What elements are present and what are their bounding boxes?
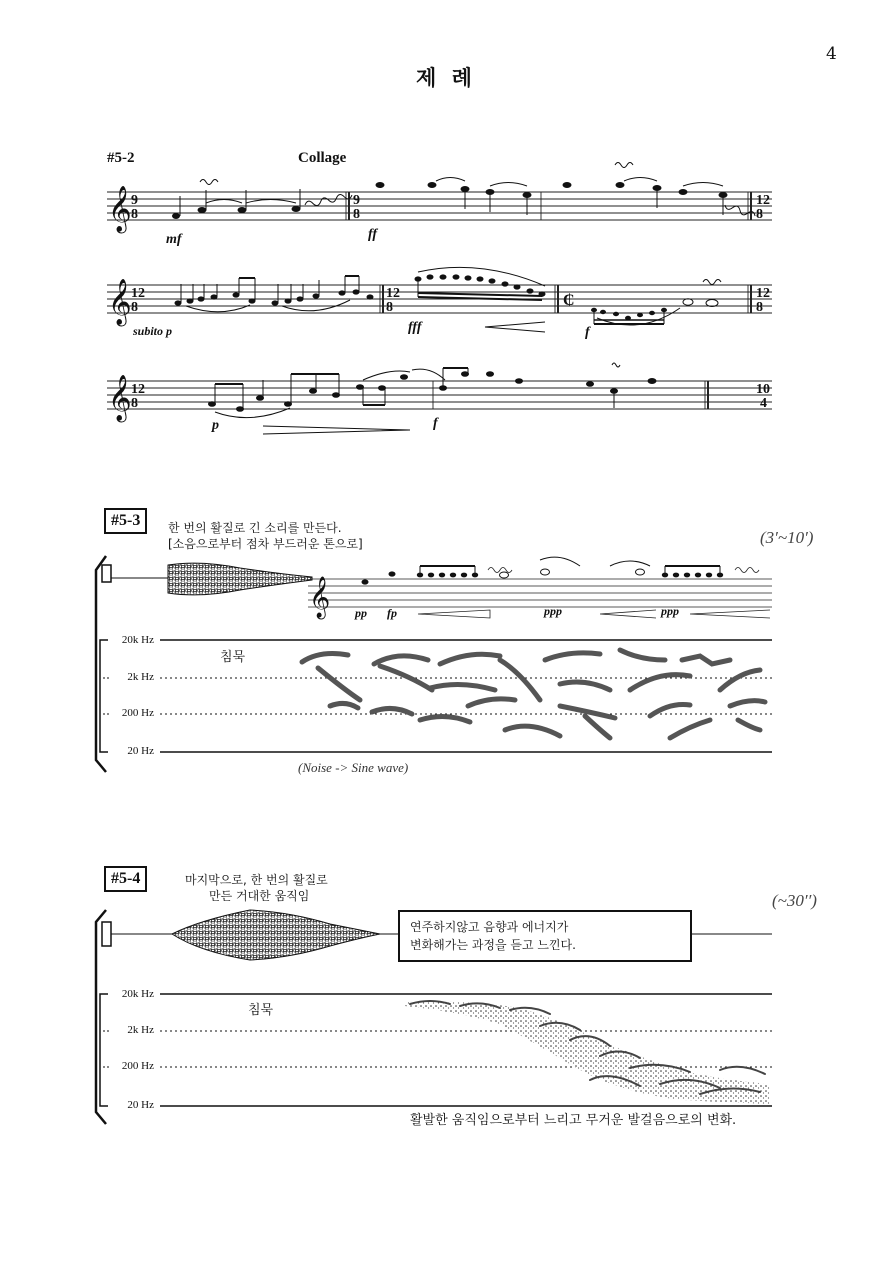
treble-clef-3: 𝄞 <box>108 375 132 421</box>
svg-text:12: 12 <box>131 286 145 301</box>
freq-label-20k: 20k Hz <box>121 988 154 1000</box>
svg-text:8: 8 <box>131 396 138 411</box>
svg-text:12: 12 <box>131 382 145 397</box>
dynamic-f-2: f <box>433 416 438 431</box>
svg-text:₵: ₵ <box>563 292 575 309</box>
dynamic-p: p <box>212 418 219 433</box>
freq-label-2k: 2k Hz <box>127 1024 154 1036</box>
svg-text:𝄞: 𝄞 <box>309 577 331 618</box>
svg-text:12: 12 <box>756 286 770 301</box>
section-5-3-label: #5-3 <box>104 508 147 534</box>
description-line-1: 한 번의 활질로 긴 소리를 만든다. <box>168 521 342 535</box>
dynamic-fff: fff <box>408 320 422 335</box>
freq-label-20: 20 Hz <box>127 1099 154 1111</box>
instruction-line-2: 변화해가는 과정을 듣고 느낀다. <box>410 938 576 952</box>
svg-text:8: 8 <box>386 300 393 315</box>
dynamic-ppp-2: ppp <box>661 604 679 618</box>
tempo-marking: Collage <box>298 150 347 166</box>
section-5-4-description <box>185 872 328 904</box>
svg-text:4: 4 <box>760 396 767 411</box>
svg-text:10: 10 <box>756 382 770 397</box>
description-line-2: 만든 거대한 움직임 <box>209 889 310 903</box>
freq-label-2k: 2k Hz <box>127 671 154 683</box>
duration-5-3: (3′~10′) <box>760 528 814 547</box>
silence-label: 침묵 <box>248 1003 274 1018</box>
instruction-line-1: 연주하지않고 음향과 에너지가 <box>410 920 569 934</box>
duration-5-4: (~30′′) <box>772 891 817 910</box>
silence-label: 침묵 <box>220 650 246 665</box>
freq-label-200: 200 Hz <box>121 1060 154 1072</box>
description-line-2: [소음으로부터 점차 부드러운 톤으로] <box>168 537 363 551</box>
freq-label-20k: 20k Hz <box>121 634 154 646</box>
caption-5-4: 활발한 움직임으로부터 느리고 무거운 발걸음으로의 변화. <box>410 1113 737 1128</box>
dynamic-pp: pp <box>355 606 367 620</box>
dynamic-ff: ff <box>368 227 378 242</box>
dynamic-subito-p: subito p <box>133 324 173 338</box>
svg-text:8: 8 <box>353 207 360 222</box>
svg-text:8: 8 <box>756 207 763 222</box>
svg-text:8: 8 <box>131 300 138 315</box>
svg-text:12: 12 <box>386 286 400 301</box>
treble-clef-1: 𝄞 <box>108 186 132 232</box>
instruction-box <box>398 910 692 962</box>
page-number: 4 <box>826 44 837 64</box>
freq-label-20: 20 Hz <box>127 745 154 757</box>
dynamic-ppp-1: ppp <box>544 604 562 618</box>
dynamic-mf: mf <box>166 232 182 247</box>
dynamic-f: f <box>585 325 590 340</box>
svg-text:8: 8 <box>756 300 763 315</box>
section-5-4-label: #5-4 <box>104 866 147 892</box>
treble-clef-2: 𝄞 <box>108 279 132 325</box>
svg-text:12: 12 <box>756 193 770 208</box>
svg-text:9: 9 <box>353 193 360 208</box>
freq-label-200: 200 Hz <box>121 707 154 719</box>
description-line-1: 마지막으로, 한 번의 활질로 <box>185 873 328 887</box>
caption-5-3: (Noise -> Sine wave) <box>298 760 409 775</box>
section-5-2-label: #5-2 <box>107 150 135 166</box>
svg-text:8: 8 <box>131 207 138 222</box>
dynamic-fp: fp <box>387 606 397 620</box>
svg-text:9: 9 <box>131 193 138 208</box>
page-title: 제 례 <box>416 66 476 90</box>
